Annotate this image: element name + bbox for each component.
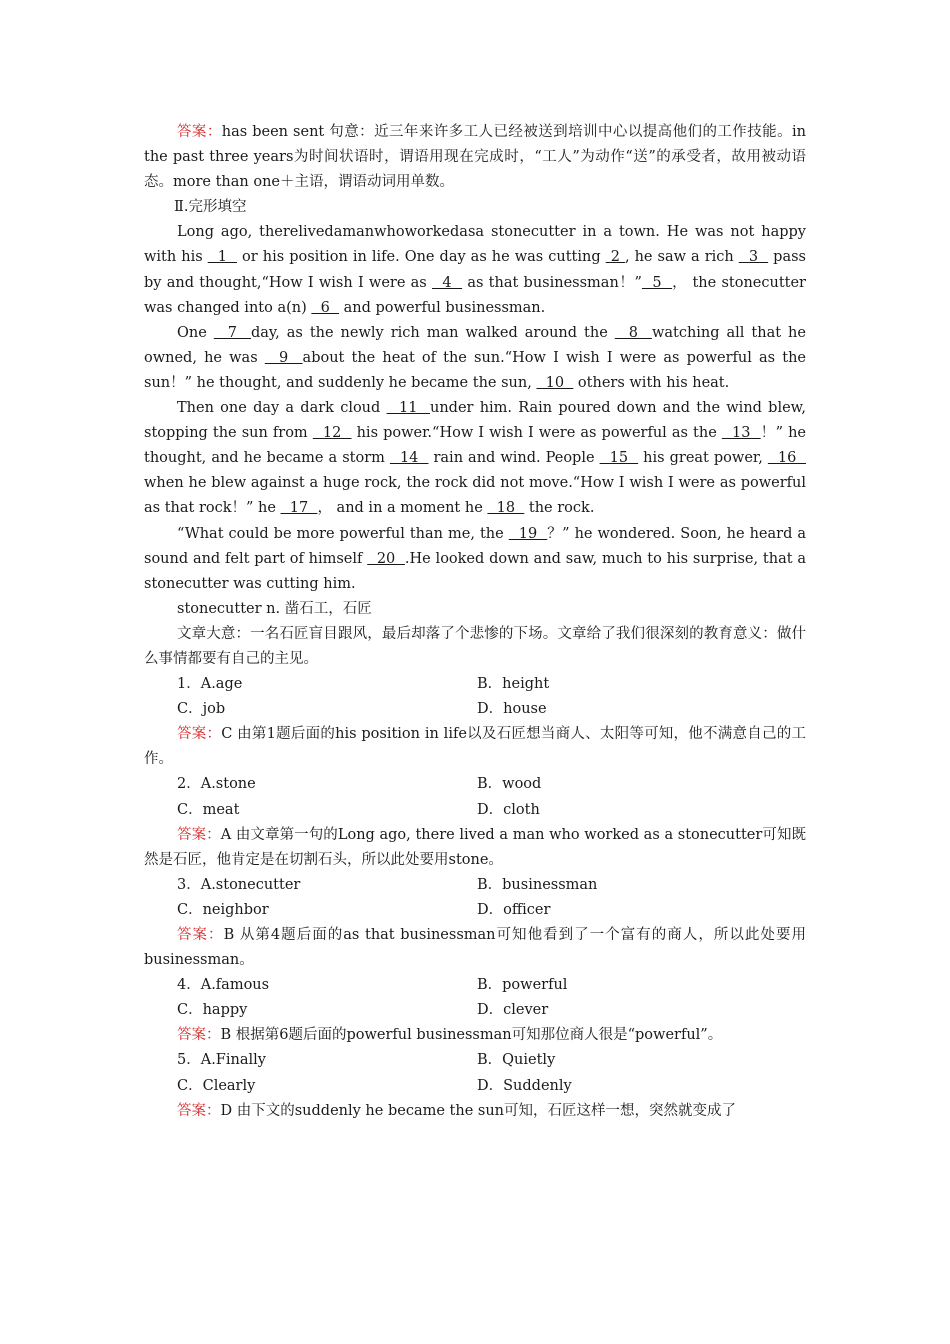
option-a: 3．A.stonecutter bbox=[177, 876, 301, 893]
option-d: D．officer bbox=[477, 901, 551, 918]
question-answer bbox=[144, 1099, 806, 1124]
blank-12: 12 bbox=[312, 425, 352, 442]
blank-20: 20 bbox=[367, 550, 405, 567]
options-row bbox=[144, 772, 806, 797]
blank-18: 18 bbox=[487, 500, 525, 517]
options-row bbox=[144, 898, 806, 923]
answer-text: B 根据第6题后面的powerful businessman可知那位商人很是“powerful”。 bbox=[220, 1027, 723, 1044]
options-row bbox=[144, 798, 806, 823]
option-a: 2．A.stone bbox=[177, 776, 256, 793]
blank-7: 7 bbox=[213, 324, 251, 341]
option-b: B．Quietly bbox=[477, 1052, 556, 1069]
question-2 bbox=[144, 772, 806, 872]
question-answer bbox=[144, 823, 806, 873]
blank-9: 9 bbox=[264, 349, 303, 366]
option-c: C．neighbor bbox=[177, 901, 269, 918]
option-c: C．meat bbox=[177, 801, 240, 818]
answer-text: D 由下文的suddenly he became the sun可知，石匠这样一想，突然就变成了 bbox=[220, 1102, 737, 1119]
passage-paragraph-1: Long ago, therelivedamanwhoworkedasa stonecutter in a town. He was not happy with his 1 or his position in life. One day as he was cutting 2 , he saw a rich 3 pass by and thought,“How I wish I were as 4 as that businessman！” 5 ， the stonecutter was changed into a(n) 6 and powerful businessman. bbox=[144, 224, 806, 316]
blank-16: 16 bbox=[767, 450, 807, 467]
option-b: B．powerful bbox=[477, 977, 568, 994]
option-b: B．wood bbox=[477, 776, 542, 793]
option-c: C．job bbox=[177, 701, 226, 718]
blank-10: 10 bbox=[536, 374, 574, 391]
answer-label: 答案： bbox=[177, 124, 222, 140]
document-content bbox=[144, 120, 806, 1124]
option-c: C．Clearly bbox=[177, 1077, 256, 1094]
intro-answer bbox=[144, 120, 806, 195]
passage-paragraph-2: One 7 day, as the newly rich man walked around the 8 watching all that he owned, he was 9 about the heat of the sun.“How I wish I were as powerful as the sun！” he thought, and suddenly he became the sun, 10 others with his heat. bbox=[144, 324, 806, 391]
option-d: D．clever bbox=[477, 1002, 549, 1019]
answer-text: C 由第1题后面的his position in life以及石匠想当商人、太阳等可知，他不满意自己的工作。 bbox=[144, 726, 806, 768]
answer-text: A 由文章第一句的Long ago, there lived a man who worked as a stonecutter可知既然是石匠，他肯定是在切割石头，所以此处要用stone。 bbox=[144, 826, 807, 868]
blank-4: 4 bbox=[431, 274, 463, 291]
blank-2: 2 bbox=[605, 249, 625, 266]
blank-19: 19 bbox=[508, 525, 548, 542]
question-answer bbox=[144, 1023, 806, 1048]
options-row bbox=[144, 1074, 806, 1099]
option-c: C．happy bbox=[177, 1002, 248, 1019]
blank-11: 11 bbox=[386, 400, 430, 417]
question-5 bbox=[144, 1048, 806, 1123]
option-d: D．house bbox=[477, 701, 547, 718]
option-a: 4．A.famous bbox=[177, 977, 270, 994]
option-a: 5．A.Finally bbox=[177, 1052, 266, 1069]
blank-6: 6 bbox=[311, 299, 340, 316]
answer-text: B 从第4题后面的as that businessman可知他看到了一个富有的商人，所以此处要用businessman。 bbox=[144, 927, 806, 969]
question-4 bbox=[144, 973, 806, 1048]
answer-label: 答案： bbox=[177, 1027, 221, 1044]
passage-paragraph-3: Then one day a dark cloud 11 under him. Rain poured down and the wind blew, stopping the sun from 12 his power.“How I wish I were as powerful as the 13 ！” he thought, and he became a storm 14 rain and wind. People 15 his great power, 16 when he blew against a huge rock, the rock did not move.“How I wish I were as powerful as that rock！” he 17 ， and in a moment he 18 the rock. bbox=[144, 400, 807, 517]
option-d: D．cloth bbox=[477, 801, 540, 818]
question-answer bbox=[144, 722, 806, 772]
question-1 bbox=[144, 672, 806, 772]
blank-13: 13 bbox=[721, 425, 761, 442]
option-a: 1．A.age bbox=[177, 676, 243, 693]
vocab-note: stonecutter n. 凿石工，石匠 bbox=[177, 600, 372, 617]
passage-summary: 文章大意：一名石匠盲目跟风，最后却落了个悲惨的下场。文章给了我们很深刻的教育意义：做什么事情都要有自己的主见。 bbox=[144, 625, 806, 667]
options-row bbox=[144, 672, 806, 697]
options-row bbox=[144, 973, 806, 998]
option-b: B．height bbox=[477, 676, 550, 693]
answer-label: 答案： bbox=[177, 726, 222, 743]
answer-label: 答案： bbox=[177, 826, 221, 843]
passage-paragraph-4: “What could be more powerful than me, the 19 ？” he wondered. Soon, he heard a sound and felt part of himself 20 .He looked down and saw, much to his surprise, that a stonecutter was cutting him. bbox=[144, 525, 807, 592]
option-b: B．businessman bbox=[477, 876, 598, 893]
blank-5: 5 bbox=[641, 274, 673, 291]
blank-15: 15 bbox=[599, 450, 639, 467]
question-answer bbox=[144, 923, 806, 973]
blank-17: 17 bbox=[280, 500, 318, 517]
option-d: D．Suddenly bbox=[477, 1077, 572, 1094]
section-title: Ⅱ.完形填空 bbox=[174, 199, 247, 216]
answer-label: 答案： bbox=[177, 927, 224, 943]
answer-label: 答案： bbox=[177, 1102, 221, 1119]
question-3 bbox=[144, 873, 806, 973]
blank-14: 14 bbox=[389, 450, 429, 467]
options-row bbox=[144, 1048, 806, 1073]
blank-3: 3 bbox=[738, 249, 769, 266]
answer-text: has been sent 句意：近三年来许多工人已经被送到培训中心以提高他们的工作技能。in the past three years为时间状语时，谓语用现在完成时，“工人”为动作“送”的承受者，故用被动语态。more than one＋主语，谓语动词用单数。 bbox=[144, 124, 806, 191]
options-row bbox=[144, 873, 806, 898]
blank-8: 8 bbox=[614, 324, 652, 341]
options-row bbox=[144, 998, 806, 1023]
options-row bbox=[144, 697, 806, 722]
blank-1: 1 bbox=[207, 249, 238, 266]
